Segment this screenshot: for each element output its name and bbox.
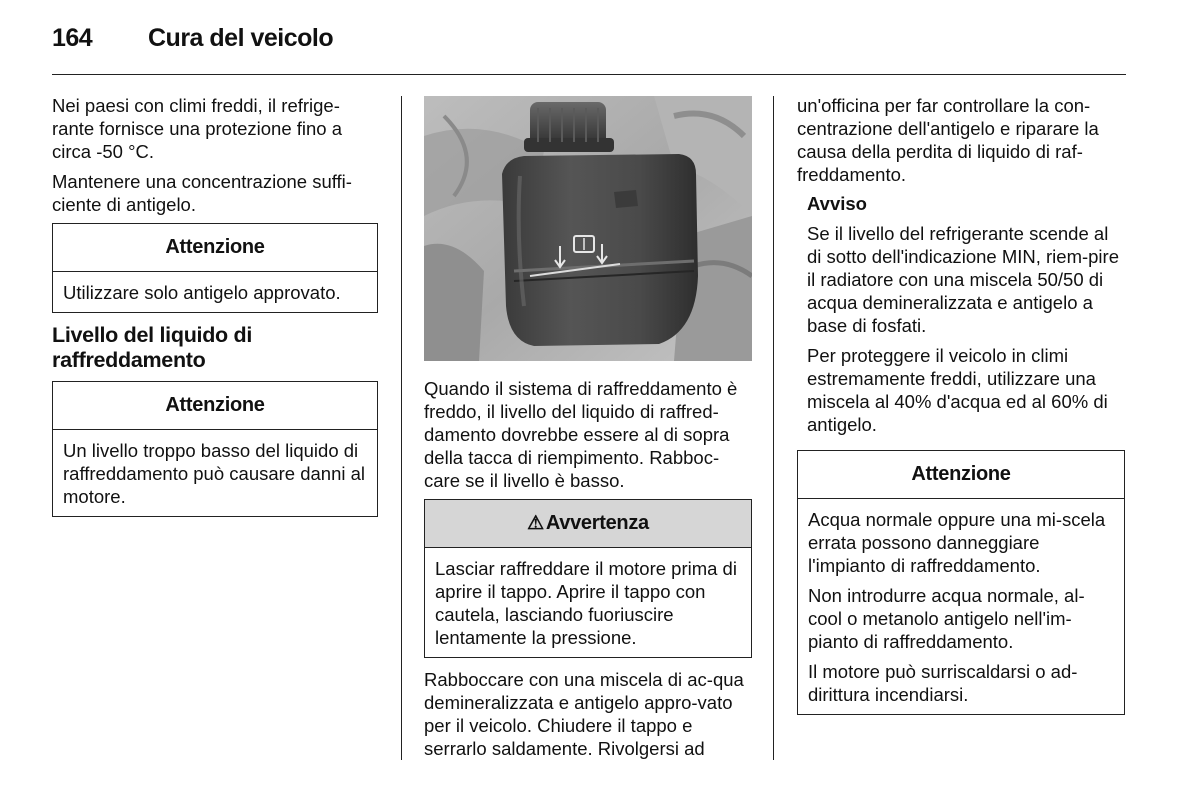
caution-title: Attenzione (798, 451, 1124, 499)
warning-body (425, 548, 751, 657)
caution-title: Attenzione (53, 382, 377, 430)
note-text: Per proteggere il veicolo in climi estremamente freddi, utilizzare una miscela al 40% d'acqua ed al 60% di antigelo. (807, 345, 1108, 435)
caution-text: Il motore può surriscaldarsi o ad-dirittura incendiarsi. (808, 661, 1078, 705)
warning-text: Lasciar raffreddare il motore prima di aprire il tappo. Aprire il tappo con cautela, lasciando fuoriuscire lentamente la pressione. (435, 558, 737, 648)
subsection-heading: Livello del liquido di raffreddamento (52, 323, 253, 372)
caution-box (52, 223, 378, 313)
column-left (52, 94, 378, 527)
caution-box (52, 381, 378, 517)
caution-box (797, 450, 1125, 715)
paragraph: un'officina per far controllare la con-centrazione dell'antigelo e riparare la causa della perdita di liquido di raf-freddamento. (797, 95, 1099, 185)
caution-text: Un livello troppo basso del liquido di raffreddamento può causare danni al motore. (63, 440, 366, 507)
caution-title: Attenzione (53, 224, 377, 272)
caution-text: Utilizzare solo antigelo approvato. (63, 282, 341, 303)
note-text: Se il livello del refrigerante scende al di sotto dell'indicazione MIN, riem-pire il radiatore con una miscela 50/50 di acqua demineralizzata e antigelo a base di fosfati. (807, 223, 1119, 336)
note-label: Avviso (807, 193, 867, 214)
section-title: Cura del veicolo (148, 24, 334, 52)
caution-body (53, 272, 377, 312)
column-divider (773, 96, 774, 760)
warning-triangle-icon: ⚠ (527, 513, 544, 534)
paragraph: Nei paesi con climi freddi, il refrige-rante fornisce una protezione fino a circa -50 °C. (52, 95, 343, 162)
warning-box (424, 499, 752, 658)
column-right (797, 94, 1125, 725)
column-divider (401, 96, 402, 760)
caution-text: Acqua normale oppure una mi-scela errata possono danneggiare l'impianto di raffreddamento. (808, 509, 1106, 576)
caution-body (53, 430, 377, 516)
caution-body (798, 499, 1124, 714)
paragraph: Mantenere una concentrazione suffi-ciente di antigelo. (52, 171, 352, 215)
note-block (797, 193, 1125, 436)
paragraph: Rabboccare con una miscela di ac-qua demineralizzata e antigelo appro-vato per il veicolo. Chiudere il tappo e serrarlo saldamente. Rivolgersi ad (424, 669, 744, 759)
coolant-tank-photo (424, 96, 752, 361)
page-number: 164 (52, 24, 93, 52)
column-middle (424, 94, 752, 767)
warning-header (425, 500, 751, 548)
caution-text: Non introdurre acqua normale, al-cool o metanolo antigelo nell'im-pianto di raffreddamento. (808, 585, 1085, 652)
header-divider (52, 74, 1126, 75)
paragraph: Quando il sistema di raffreddamento è freddo, il livello del liquido di raffred-damento dovrebbe essere al di sopra della tacca di riempimento. Rabboc-care se il livello è basso. (424, 378, 738, 491)
warning-title: Avvertenza (545, 512, 649, 534)
